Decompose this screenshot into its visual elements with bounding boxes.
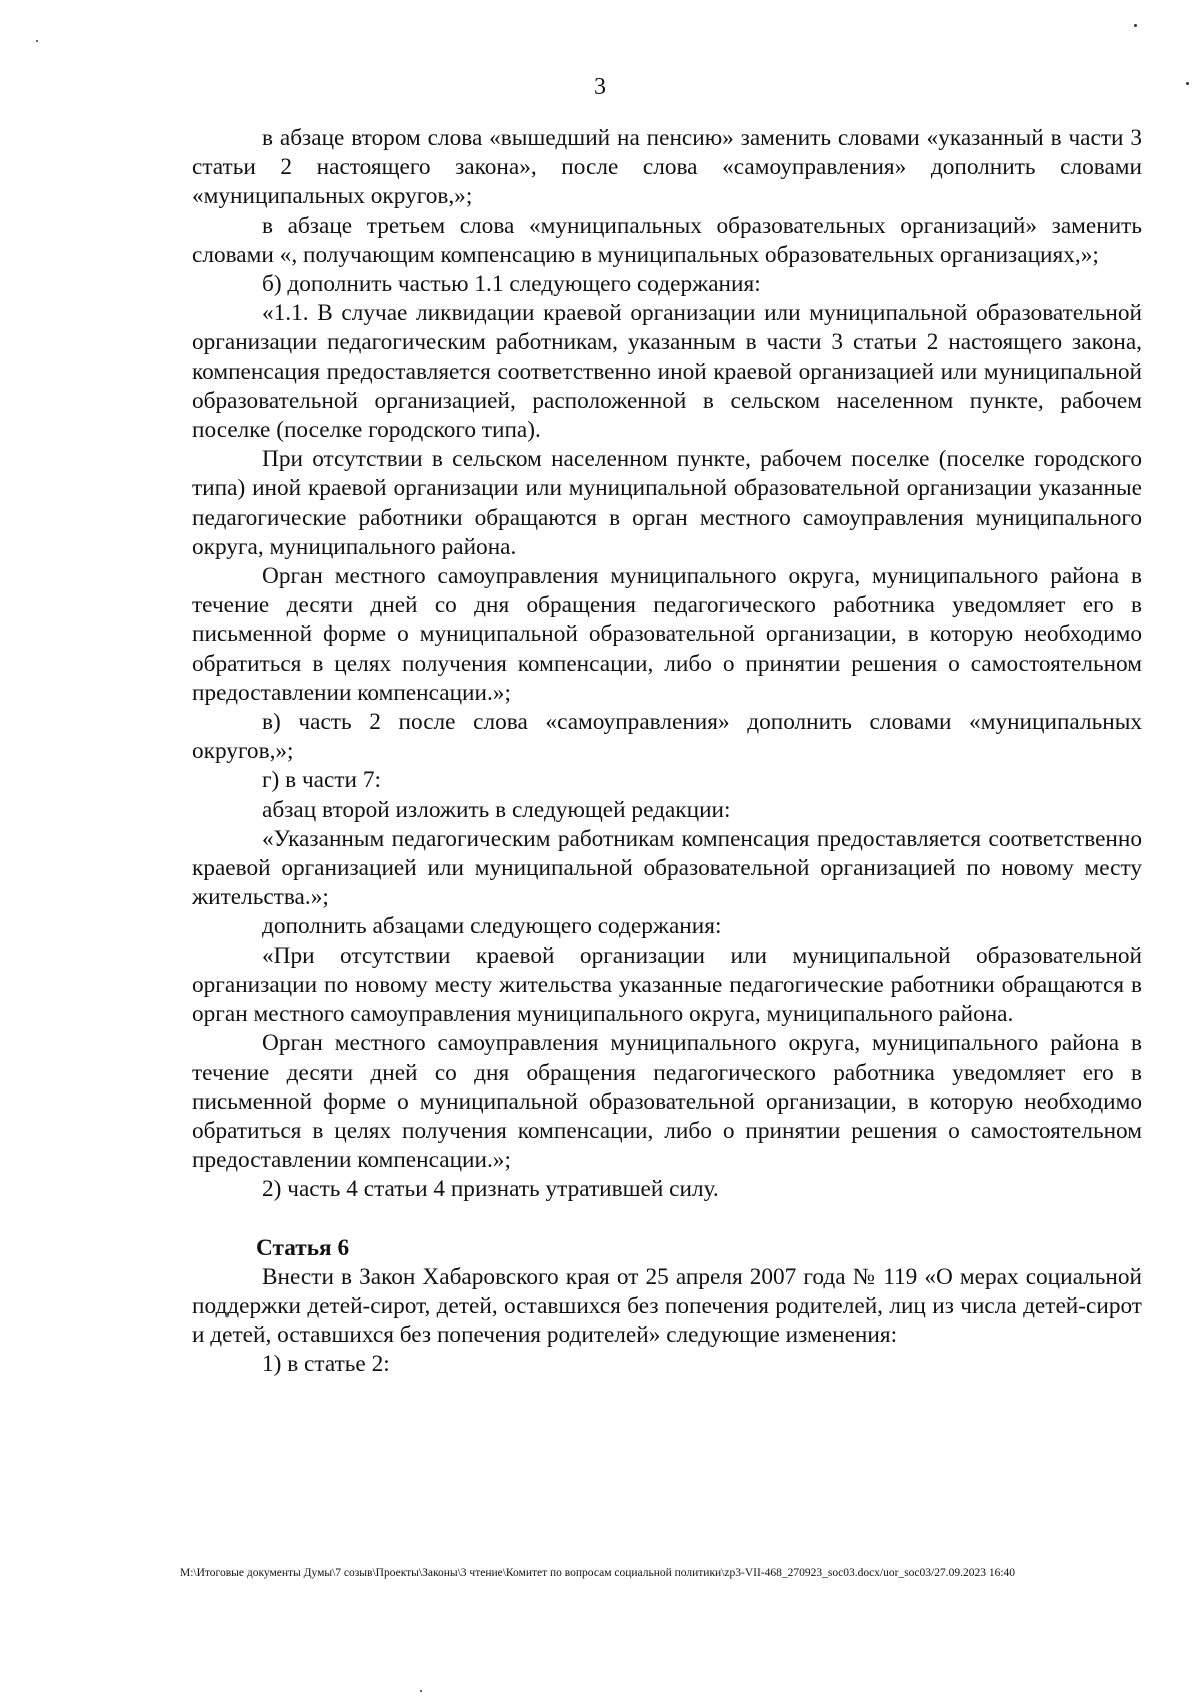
footer-file-path: M:\Итоговые документы Думы\7 созыв\Проекты\Законы\3 чтение\Комитет по вопросам социальной политики\zp3-VII-468_270923_soc03.docx/uor_soc03/27.09.2023 16:40 (180, 1567, 1016, 1579)
paragraph: в абзаце втором слова «вышедший на пенсию» заменить словами «указанный в части 3 статьи 2 настоящего закона», после слова «самоуправления» дополнить словами «муниципальных округов,»; (192, 125, 1142, 210)
scan-speck (1134, 24, 1137, 27)
scan-speck (1186, 82, 1189, 85)
paragraph: При отсутствии в сельском населенном пункте, рабочем поселке (поселке городского типа) иной краевой организации или муниципальной образовательной организации указанные педагогические работники обращаются в орган местного самоуправления муниципального округа, муниципального района. (192, 446, 1142, 560)
paragraph: абзац второй изложить в следующей редакции: (262, 796, 731, 823)
paragraph: б) дополнить частью 1.1 следующего содержания: (262, 271, 761, 298)
document-body (192, 124, 1142, 1380)
section-spacer (192, 1205, 1142, 1234)
paragraph: «При отсутствии краевой организации или муниципальной образовательной организации по новому месту жительства указанные педагогические работники обращаются в орган местного самоуправления муниципального округа, муниципального района. (192, 942, 1142, 1028)
article-paragraph: 1) в статье 2: (262, 1351, 390, 1378)
paragraph: «1.1. В случае ликвидации краевой организации или муниципальной образовательной организации педагогическим работникам, указанным в части 3 статьи 2 настоящего закона, компенсация предоставляется соответственно иной краевой организацией или муниципальной образовательной организацией, расположенной в сельском населенном пункте, рабочем поселке (поселке городского типа). (192, 300, 1142, 444)
paragraph: Орган местного самоуправления муниципального округа, муниципального района в течение десяти дней со дня обращения педагогического работника уведомляет его в письменной форме о муниципальной образовательной организации, в которую необходимо обратиться в целях получения компенсации, либо о принятии решения о самостоятельном предоставлении компенсации.»; (192, 563, 1142, 706)
paragraph: «Указанным педагогическим работникам компенсация предоставляется соответственно краевой организацией или муниципальной образовательной организацией по новому месту жительства.»; (192, 825, 1142, 911)
paragraph: 2) часть 4 статьи 4 признать утратившей силу. (262, 1176, 719, 1203)
paragraph: в абзаце третьем слова «муниципальных образовательных организаций» заменить словами «, получающим компенсацию в муниципальных образовательных организациях,»; (192, 212, 1142, 268)
article-paragraph: Внести в Закон Хабаровского края от 25 апреля 2007 года № 119 «О мерах социальной поддержки детей-сирот, детей, оставшихся без попечения родителей, лиц из числа детей-сирот и детей, оставшихся без попечения родителей» следующие изменения: (192, 1263, 1142, 1349)
scan-speck (36, 40, 38, 42)
page-number: 3 (594, 74, 606, 100)
paragraph: Орган местного самоуправления муниципального округа, муниципального района в течение десяти дней со дня обращения педагогического работника уведомляет его в письменной форме о муниципальной образовательной организации, в которую необходимо обратиться в целях получения компенсации, либо о принятии решения о самостоятельном предоставлении компенсации.»; (192, 1030, 1142, 1174)
article-heading: Статья 6 (256, 1234, 350, 1261)
paragraph: дополнить абзацами следующего содержания: (262, 913, 722, 940)
paragraph: г) в части 7: (262, 767, 381, 794)
scan-speck (420, 1690, 422, 1692)
paragraph: в) часть 2 после слова «самоуправления» дополнить словами «муниципальных округов,»; (192, 709, 1142, 765)
